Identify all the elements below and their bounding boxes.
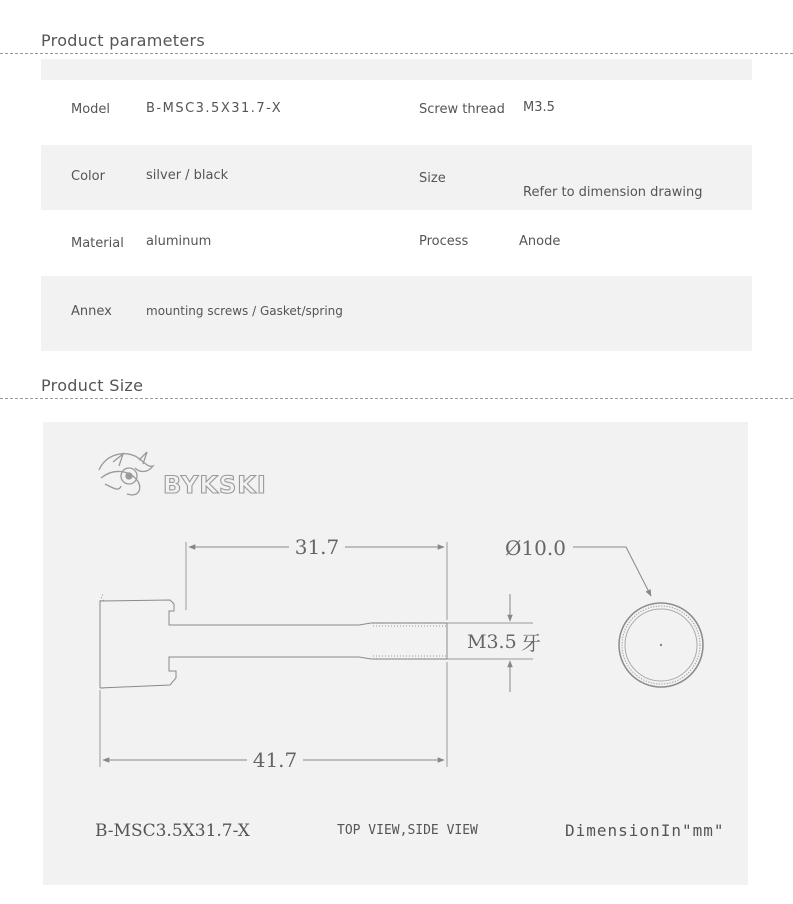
dimension-thread bbox=[447, 594, 541, 692]
bykski-logo bbox=[99, 452, 267, 499]
dimension-diameter bbox=[505, 536, 651, 596]
table-header-band bbox=[41, 59, 752, 80]
section-title-size: Product Size bbox=[41, 376, 144, 395]
dimension-label-31-7: 31.7 bbox=[294, 535, 340, 559]
dimension-drawing bbox=[43, 422, 748, 885]
label-model: Model bbox=[71, 102, 111, 117]
dimension-41-7 bbox=[100, 662, 447, 772]
value-process: Anode bbox=[519, 234, 561, 249]
logo-text: BYKSKI bbox=[163, 471, 267, 499]
label-material: Material bbox=[71, 236, 124, 251]
screw-top-view bbox=[619, 603, 703, 687]
value-annex: mounting screws / Gasket/spring bbox=[146, 304, 343, 318]
caption-model: B-MSC3.5X31.7-X bbox=[95, 821, 250, 841]
divider bbox=[0, 53, 793, 54]
label-size: Size bbox=[419, 171, 446, 186]
dragon-emblem-icon bbox=[99, 452, 153, 495]
dimension-label-thread: M3.5 bbox=[467, 631, 517, 653]
label-annex: Annex bbox=[71, 304, 112, 319]
value-size: Refer to dimension drawing bbox=[523, 185, 703, 200]
divider bbox=[0, 398, 793, 399]
label-screw-thread: Screw thread bbox=[419, 102, 505, 117]
caption-views: TOP VIEW,SIDE VIEW bbox=[337, 823, 478, 838]
dimension-drawing-panel bbox=[43, 422, 748, 885]
label-process: Process bbox=[419, 234, 469, 249]
screw-side-view bbox=[100, 594, 447, 688]
dimension-label-diameter: Ø10.0 bbox=[505, 536, 566, 560]
value-screw-thread: M3.5 bbox=[523, 100, 555, 115]
label-color: Color bbox=[71, 169, 105, 184]
thread-suffix-label: 牙 bbox=[521, 631, 541, 655]
value-material: aluminum bbox=[146, 234, 212, 249]
value-model: B-MSC3.5X31.7-X bbox=[146, 101, 283, 116]
dimension-31-7 bbox=[186, 535, 447, 620]
section-title-parameters: Product parameters bbox=[41, 31, 206, 50]
caption-unit: DimensionIn"mm" bbox=[565, 821, 725, 840]
dimension-label-41-7: 41.7 bbox=[252, 748, 298, 772]
value-color: silver / black bbox=[146, 168, 229, 183]
